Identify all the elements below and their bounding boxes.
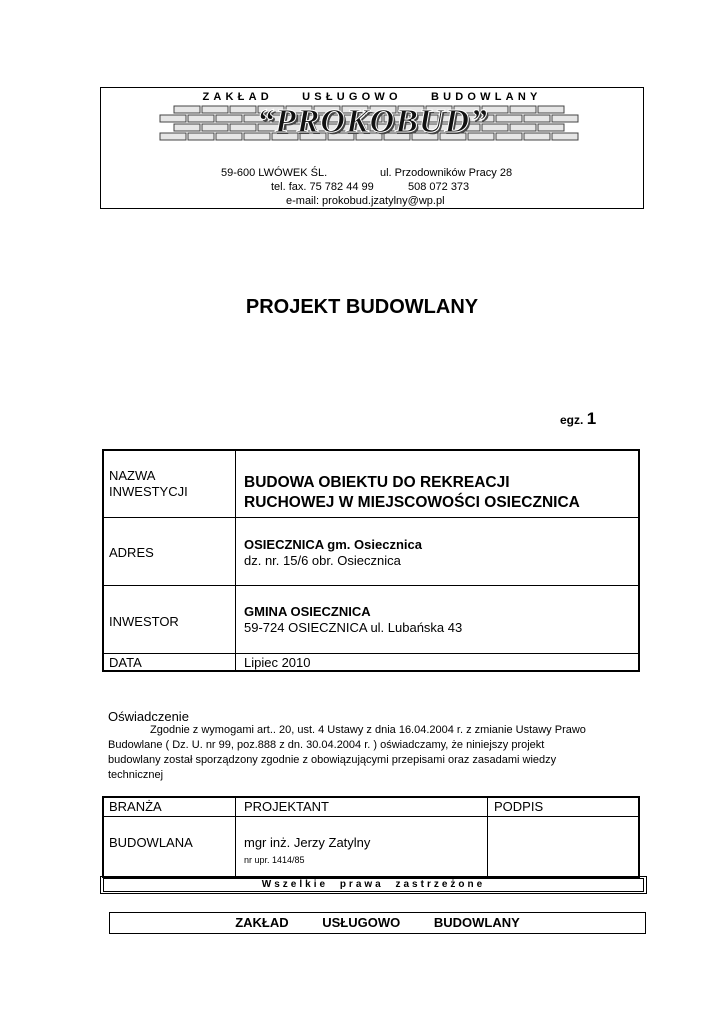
- value-date: Lipiec 2010: [244, 655, 311, 670]
- project-info-table: [102, 449, 640, 672]
- header-branch: BRANŻA: [109, 799, 162, 814]
- row-divider: [104, 653, 638, 654]
- value-license: nr upr. 1414/85: [244, 855, 305, 865]
- email-address: e-mail: prokobud.jzatylny@wp.pl: [286, 195, 445, 207]
- row-divider: [104, 816, 638, 817]
- header-signature: PODPIS: [494, 799, 544, 814]
- company-header: [100, 87, 644, 209]
- rights-reserved-banner: [100, 876, 647, 894]
- row-divider: [104, 517, 638, 518]
- column-divider: [487, 798, 488, 876]
- signature-table: [102, 796, 640, 878]
- statement-title: Oświadczenie: [108, 709, 189, 724]
- column-divider: [235, 451, 236, 670]
- footer-company: ZAKŁAD USŁUGOWO BUDOWLANY: [109, 912, 646, 934]
- label-investment-name: NAZWA INWESTYCJI: [109, 468, 188, 499]
- copy-value: 1: [586, 409, 597, 428]
- statement-body: Zgodnie z wymogami art.. 20, ust. 4 Ustawy z dnia 16.04.2004 r. z zmianie Ustawy Prawo Budowlane ( Dz. U. nr 99, poz.888 z dn. 30.04.2004 r. ) oświadczamy, że niniejszy projekt budowlany został sporządzony zgodnie z obowiązującymi przepisami oraz zasadami wiedzy technicznej: [108, 724, 586, 781]
- label-date: DATA: [109, 655, 142, 670]
- value-investor: GMINA OSIECZNICA 59-724 OSIECZNICA ul. Lubańska 43: [244, 604, 463, 635]
- value-branch: BUDOWLANA: [109, 835, 193, 850]
- row-divider: [104, 585, 638, 586]
- phone-mobile: 508 072 373: [408, 181, 470, 193]
- value-investment-name: BUDOWA OBIEKTU DO REKREACJI RUCHOWEJ W MIEJSCOWOŚCI OSIECZNICA: [244, 474, 580, 511]
- column-divider: [235, 798, 236, 876]
- company-logo-text: “PROKOBUD”: [256, 103, 489, 140]
- label-investor: INWESTOR: [109, 614, 179, 629]
- value-designer: mgr inż. Jerzy Zatylny: [244, 835, 371, 850]
- company-tagline: ZAKŁAD USŁUGOWO BUDOWLANY: [202, 91, 542, 103]
- copy-number: [560, 409, 596, 429]
- copy-label: egz.: [560, 413, 584, 427]
- rights-text: Wszelkie prawa zastrzeżone: [261, 879, 486, 890]
- address-street: ul. Przodowników Pracy 28: [380, 167, 513, 179]
- value-address: OSIECZNICA gm. Osiecznica dz. nr. 15/6 obr. Osiecznica: [244, 537, 422, 568]
- header-designer: PROJEKTANT: [244, 799, 329, 814]
- address-city: 59-600 LWÓWEK ŚL.: [221, 167, 328, 179]
- phone-fax: tel. fax. 75 782 44 99: [271, 181, 374, 193]
- label-address: ADRES: [109, 545, 154, 560]
- document-title: PROJEKT BUDOWLANY: [245, 296, 479, 318]
